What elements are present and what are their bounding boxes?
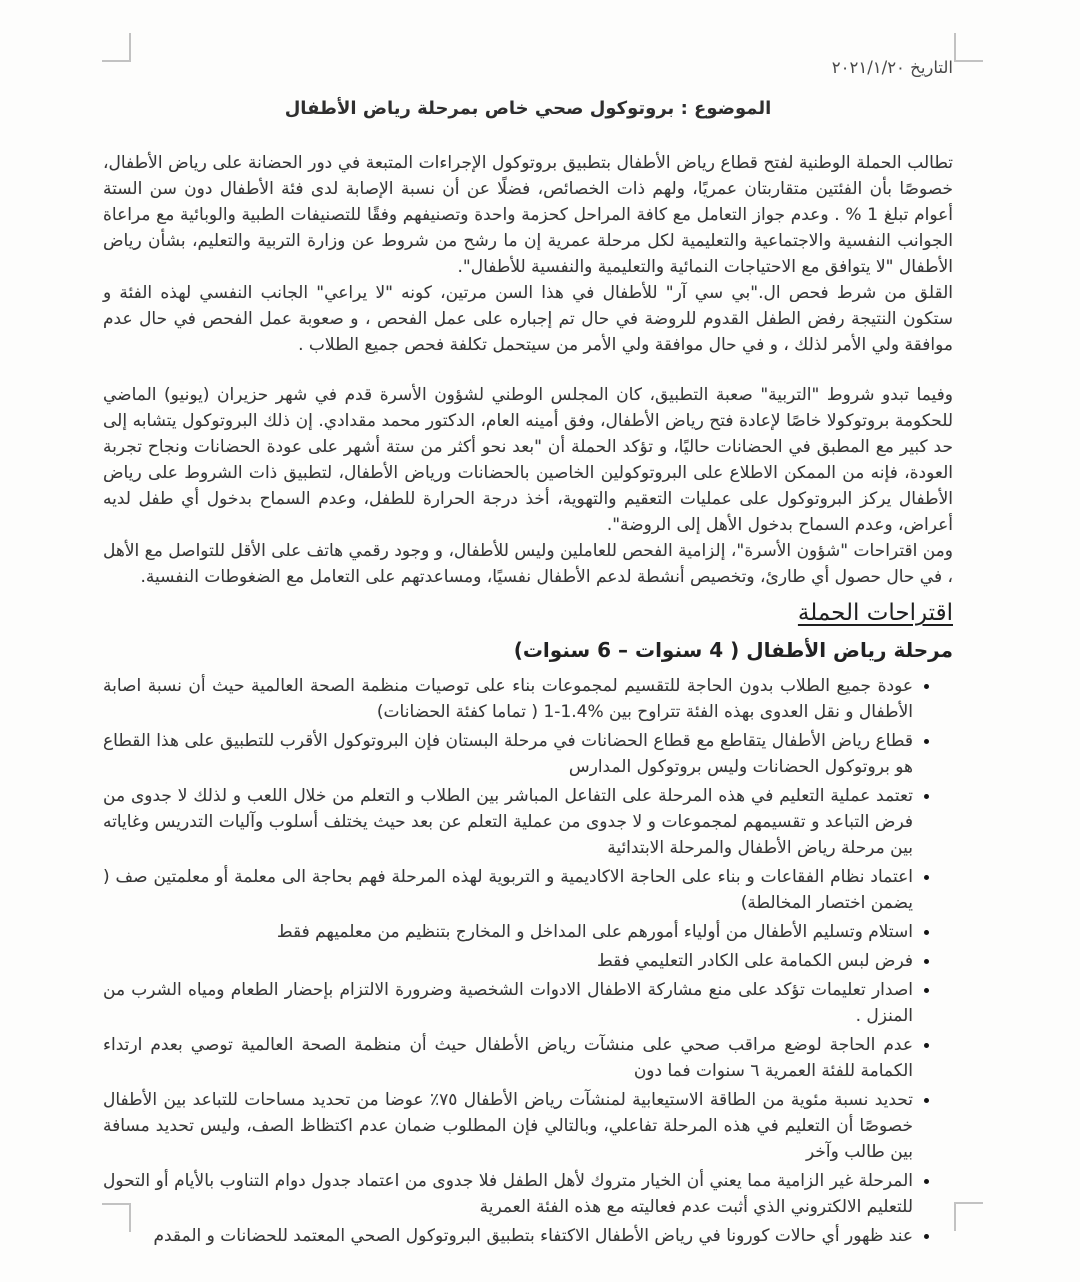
bullet-item: • استلام وتسليم الأطفال من أولياء أمورهم على المداخل و المخارج بتنظيم من معلميهم فقط [103, 919, 913, 945]
bullet-item: • اصدار تعليمات تؤكد على منع مشاركة الاطفال الادوات الشخصية وضرورة الالتزام بإحضار الطعام ومياه الشرب من المنزل . [103, 977, 913, 1029]
subject-line: الموضوع : بروتوكول صحي خاص بمرحلة رياض الأطفال [284, 98, 772, 119]
bullet-item: • عدم الحاجة لوضع مراقب صحي على منشآت رياض الأطفال حيث أن منظمة الصحة العالمية توصي بعدم ارتداء الكمامة للفئة العمرية ٦ سنوات فما دون [103, 1032, 913, 1084]
section-heading: اقتراحات الحملة [797, 600, 953, 626]
corner-mark-top-right [954, 33, 983, 62]
body-paragraph-1: تطالب الحملة الوطنية لفتح قطاع رياض الأطفال بتطبيق بروتوكول الإجراءات المتبعة في دور الحضانة على رياض الأطفال، خصوصًا بأن الفئتين متقاربتان عمريًا، ولهم ذات الخصائص، فضلًا عن أن نسبة الإصابة لدى فئة الأطفال دون سن الستة أعوام تبلغ 1 % . وعدم جواز التعامل مع كافة المراحل كحزمة واحدة وتصنيفهم وفقًا للتصنيفات الطبية والوبائية مع مراعاة الجوانب النفسية والاجتماعية والتعليمية لكل مرحلة عمرية إن ما رشح من شروط عن وزارة التربية والتعليم، بشأن رياض الأطفال "لا يتوافق مع الاحتياجات النمائية والتعليمية والنفسية للأطفال". [103, 153, 953, 277]
bullet-item: • عند ظهور أي حالات كورونا في رياض الأطفال الاكتفاء بتطبيق البروتوكول الصحي المعتمد للحضانات و المقدم [103, 1223, 913, 1249]
bullet-item: • المرحلة غير الزامية مما يعني أن الخيار متروك لأهل الطفل فلا جدوى من اعتماد جدول دوام التناوب بالأيام أو التحول للتعليم الالكتروني الذي أثبت عدم فعاليته مع هذه الفئة العمرية [103, 1168, 913, 1220]
body-paragraph-4: ومن اقتراحات "شؤون الأسرة"، إلزامية الفحص للعاملين وليس للأطفال، و وجود رقمي هاتف على الأقل للتواصل مع الأهل ، في حال حصول أي طارئ، وتخصيص أنشطة لدعم الأطفال نفسيًا، ومساعدتهم على التعامل مع الضغوطات النفسية. [103, 541, 953, 587]
bullet-item: • عودة جميع الطلاب بدون الحاجة للتقسيم لمجموعات بناء على توصيات منظمة الصحة العالمية حيث أن نسبة اصابة الأطفال و نقل العدوى بهذه الفئة تتراوح بين %1.4-1 ( تماما كفئة الحضانات) [103, 673, 913, 725]
bullet-item: • اعتماد نظام الفقاعات و بناء على الحاجة الاكاديمية و التربوية لهذه المرحلة فهم بحاجة الى معلمة أو معلمتين صف ( يضمن اختصار المخالطة) [103, 864, 913, 916]
bullet-item: • فرض لبس الكمامة على الكادر التعليمي فقط [103, 948, 913, 974]
date: التاريخ ٢٠٢١/١/٢٠ [831, 58, 953, 77]
stage-subheading: مرحلة رياض الأطفال ( 4 سنوات – 6 سنوات) [513, 638, 953, 662]
bullet-item: • تحديد نسبة مئوية من الطاقة الاستيعابية لمنشآت رياض الأطفال ٧٥٪ عوضا من تحديد مساحات للتباعد بين الأطفال خصوصًا أن التعليم في هذه المرحلة تفاعلي، وبالتالي فإن المطلوب ضمان عدم اكتظاظ الصف، وليس تحديد مسافة بين طالب وآخر [103, 1087, 913, 1165]
bullet-item: • تعتمد عملية التعليم في هذه المرحلة على التفاعل المباشر بين الطلاب و التعلم من خلال اللعب و لذلك لا جدوى من فرض التباعد و تقسيمهم لمجموعات و لا جدوى من عملية التعلم عن بعد حيث يختلف أسلوب وآليات التدريس وغاياته بين مرحلة رياض الأطفال والمرحلة الابتدائية [103, 783, 913, 861]
document-content [103, 0, 953, 1252]
proposal-list [103, 673, 953, 1249]
bullet-item: • قطاع رياض الأطفال يتقاطع مع قطاع الحضانات في مرحلة البستان فإن البروتوكول الأقرب للتطبيق على هذا القطاع هو بروتوكول الحضانات وليس بروتوكول المدارس [103, 728, 913, 780]
body-paragraph-3: وفيما تبدو شروط "التربية" صعبة التطبيق، كان المجلس الوطني لشؤون الأسرة قدم في شهر حزيران (يونيو) الماضي للحكومة بروتوكولا خاصًا لإعادة فتح رياض الأطفال، وفق أمينه العام، الدكتور محمد مقدادي. إن ذلك البروتوكول يتشابه إلى حد كبير مع المطبق في الحضانات حاليًا، و تؤكد الحملة أن "بعد نحو أكثر من ستة أشهر على عودة الحضانات ونجاح تجربة العودة، فإنه من الممكن الاطلاع على البروتوكولين الخاصين بالحضانات ورياض الأطفال، لتطبيق ذات الشروط على رياض الأطفال يركز البروتوكول على عمليات التعقيم والتهوية، أخذ درجة الحرارة للطفل، وعدم السماح بدخول أي طفل لديه أعراض، وعدم السماح بدخول الأهل إلى الروضة". [103, 385, 953, 535]
corner-mark-bottom-right [954, 1202, 983, 1231]
body-paragraph-2: القلق من شرط فحص ال."بي سي آر" للأطفال في هذا السن مرتين، كونه "لا يراعي" الجانب النفسي لهذه الفئة و ستكون النتيجة رفض الطفل القدوم للروضة في حال تم إجباره على عمل الفحص ، و صعوبة عمل الفحص في حال عدم موافقة ولي الأمر لذلك ، و في حال موافقة ولي الأمر من سيتحمل تكلفة فحص جميع الطلاب . [103, 283, 953, 355]
